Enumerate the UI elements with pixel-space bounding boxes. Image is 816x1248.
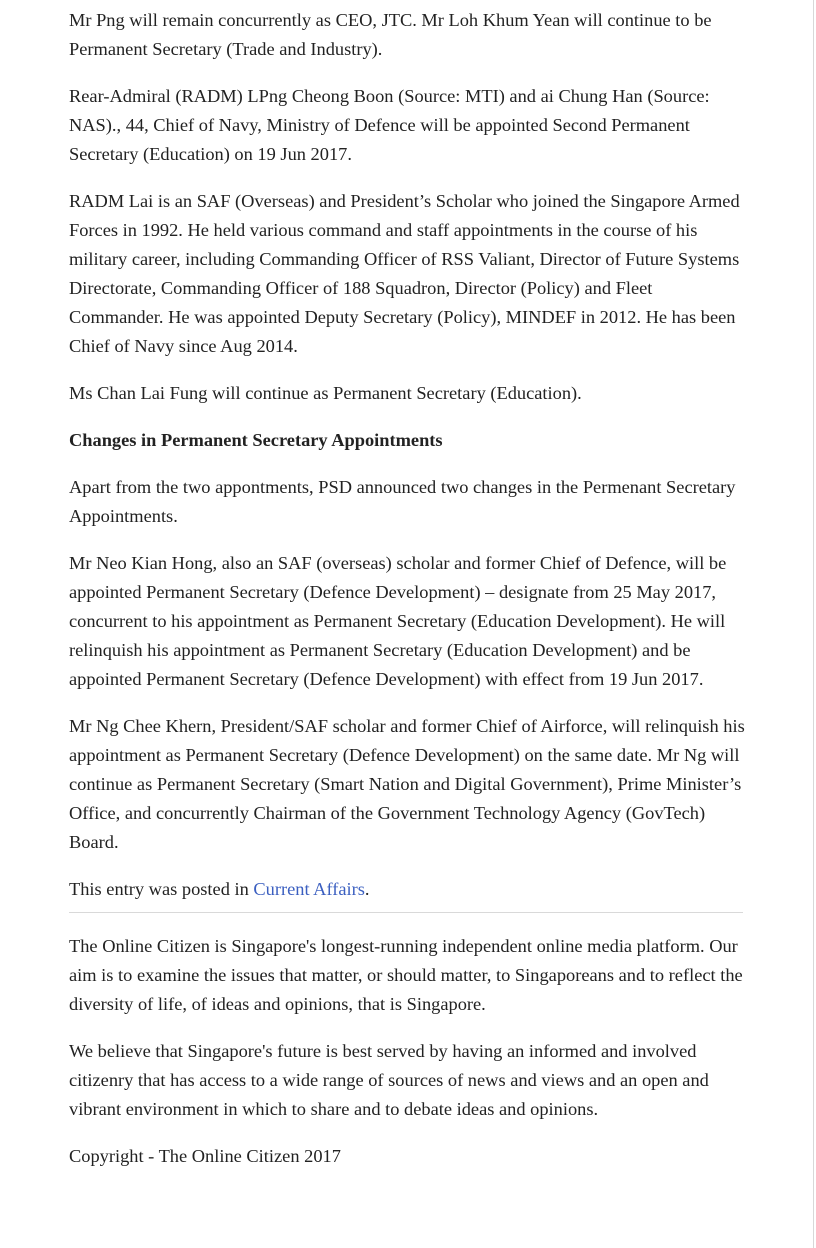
page-edge-divider (813, 0, 814, 1248)
article-paragraph: Apart from the two appontments, PSD announced two changes in the Permenant Secretary Appointments. (69, 477, 736, 526)
entry-meta (69, 875, 745, 904)
article-content (69, 6, 745, 1171)
article-paragraph: Ms Chan Lai Fung will continue as Permanent Secretary (Education). (69, 383, 582, 403)
article-paragraph: RADM Lai is an SAF (Overseas) and President’s Scholar who joined the Singapore Armed Forces in 1992. He held various command and staff appointments in the course of his military career, including Commanding Officer of RSS Valiant, Director of Future Systems Directorate, Commanding Officer of 188 Squadron, Director (Policy) and Fleet Commander. He was appointed Deputy Secretary (Policy), MINDEF in 2012. He has been Chief of Navy since Aug 2014. (69, 191, 740, 356)
footer-about-paragraph: We believe that Singapore's future is best served by having an informed and involved citizenry that has access to a wide range of sources of news and views and an open and vibrant environment in which to share and to debate ideas and opinions. (69, 1041, 709, 1119)
category-link[interactable]: Current Affairs (253, 879, 365, 899)
article-paragraph: Mr Ng Chee Khern, President/SAF scholar and former Chief of Airforce, will relinquish his appointment as Permanent Secretary (Defence Development) on the same date. Mr Ng will continue as Permanent Secretary (Smart Nation and Digital Government), Prime Minister’s Office, and concurrently Chairman of the Government Technology Agency (GovTech) Board. (69, 716, 745, 852)
article-paragraph: Rear-Admiral (RADM) LPng Cheong Boon (Source: MTI) and ai Chung Han (Source: NAS)., 44, Chief of Navy, Ministry of Defence will be appointed Second Permanent Secretary (Education) on 19 Jun 2017. (69, 86, 710, 164)
section-heading: Changes in Permanent Secretary Appointments (69, 430, 443, 450)
entry-meta-prefix: This entry was posted in (69, 879, 254, 899)
article-paragraph: Mr Png will remain concurrently as CEO, JTC. Mr Loh Khum Yean will continue to be Permanent Secretary (Trade and Industry). (69, 10, 712, 59)
footer-about-paragraph: The Online Citizen is Singapore's longest-running independent online media platform. Our aim is to examine the issues that matter, or should matter, to Singaporeans and to reflect the diversity of life, of ideas and opinions, that is Singapore. (69, 936, 743, 1014)
copyright-text: Copyright - The Online Citizen 2017 (69, 1146, 341, 1166)
entry-meta-suffix: . (364, 879, 370, 899)
article-paragraph: Mr Neo Kian Hong, also an SAF (overseas) scholar and former Chief of Defence, will be appointed Permanent Secretary (Defence Development) – designate from 25 May 2017, concurrent to his appointment as Permanent Secretary (Education Development). He will relinquish his appointment as Permanent Secretary (Education Development) and be appointed Permanent Secretary (Defence Development) with effect from 19 Jun 2017. (69, 553, 727, 689)
footer-divider (69, 912, 743, 913)
